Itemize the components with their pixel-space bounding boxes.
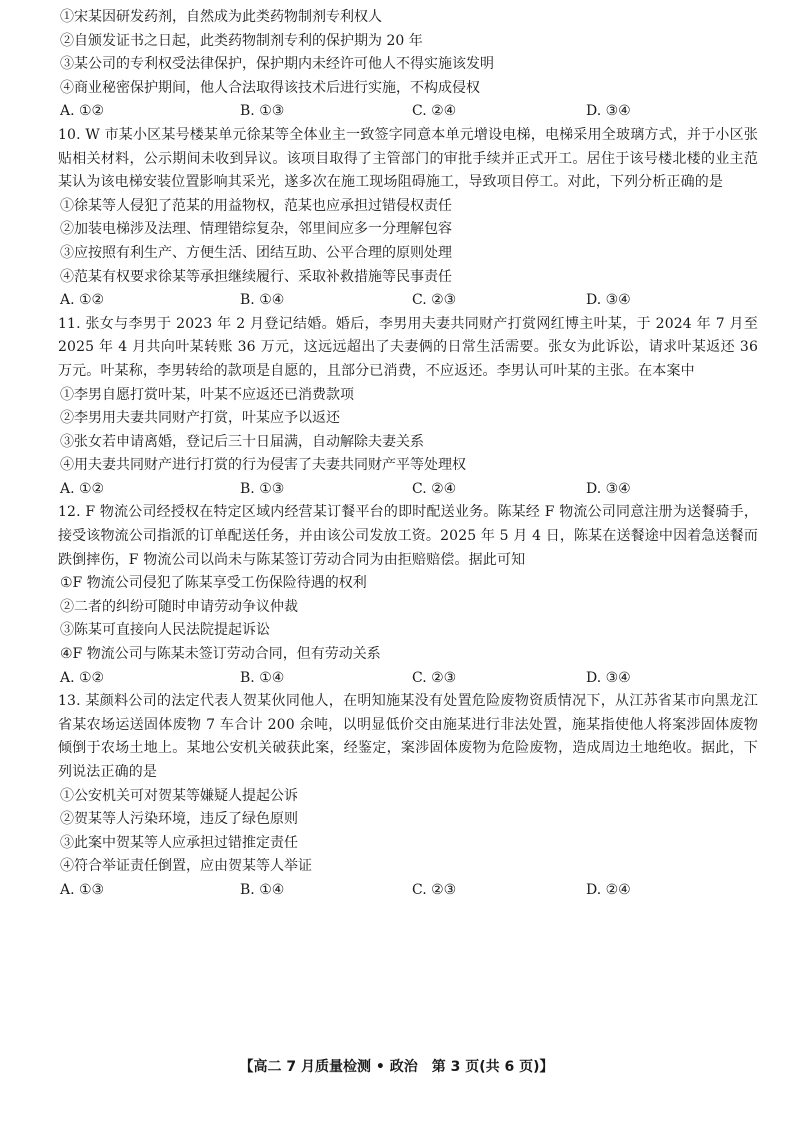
answer-choices xyxy=(58,879,758,903)
option-line: ③此案中贺某等人应承担过错推定责任 xyxy=(60,834,298,851)
option-line: ③应按照有利生产、方便生活、团结互助、公平合理的原则处理 xyxy=(60,244,452,261)
choice-d: D. ③④ xyxy=(586,669,631,686)
question-12 xyxy=(58,501,758,690)
option-line: ②加装电梯涉及法理、情理错综复杂，邻里间应多一分理解包容 xyxy=(60,221,452,238)
choice-c: C. ②④ xyxy=(412,103,457,120)
option-line: ④商业秘密保护期间，他人合法取得该技术后进行实施，不构成侵权 xyxy=(60,79,480,96)
option-line: ④F 物流公司与陈某未签订劳动合同，但有劳动关系 xyxy=(60,646,381,663)
question-stem: 11. 张女与李男于 2023 年 2 月登记结婚。婚后，李男用夫妻共同财产打赏网红博主叶某，于 2024 年 7 月至 2025 年 4 月共向叶某转账 36 万元，这远远超出了夫妻俩的日常生活需要。张女为此诉讼，请求叶某返还 36 万元。叶某称，李男转给的款项是自愿的，且部分已消费，不应返还。李男认可叶某的主张。在本案中 xyxy=(58,315,758,379)
choice-b: B. ①④ xyxy=(240,292,285,309)
option-line: ①李男自愿打赏叶某，叶某不应返还已消费款项 xyxy=(60,386,354,403)
choice-b: B. ①③ xyxy=(240,103,285,120)
choice-d: D. ③④ xyxy=(586,292,631,309)
option-line: ③张女若申请离婚，登记后三十日届满，自动解除夫妻关系 xyxy=(60,433,424,450)
answer-choices xyxy=(58,289,758,313)
choice-d: D. ②④ xyxy=(586,881,631,898)
question-10 xyxy=(58,124,758,313)
answer-choices xyxy=(58,100,758,124)
choice-a: A. ①② xyxy=(60,292,105,309)
question-stem: 13. 某颜料公司的法定代表人贺某伙同他人，在明知施某没有处置危险废物资质情况下，从江苏省某市向黑龙江省某农场运送固体废物 7 车合计 200 余吨，以明显低价交由施某进行非法处置，施某指使他人将案涉固体废物倾倒于农场土地上。某地公安机关破获此案，经鉴定，案涉固体废物为危险废物，造成周边土地绝收。据此，下列说法正确的是 xyxy=(58,693,758,780)
option-line: ①宋某因研发药剂，自然成为此类药物制剂专利权人 xyxy=(60,9,382,25)
choice-c: C. ②③ xyxy=(412,881,457,898)
page-footer: 【高二 7 月质量检测 • 政治 第 3 页(共 6 页)】 xyxy=(239,1059,554,1075)
question-stem: 12. F 物流公司经授权在特定区域内经营某订餐平台的即时配送业务。陈某经 F 物流公司同意注册为送餐骑手，接受该物流公司指派的订单配送任务，并由该公司发放工资。2025 年 5 月 4 日，陈某在送餐途中因着急送餐而跌倒摔伤，F 物流公司以尚未与陈某签订劳动合同为由拒赔赔偿。据此可知 xyxy=(58,504,758,568)
option-line: ④范某有权要求徐某等承担继续履行、采取补救措施等民事责任 xyxy=(60,268,452,285)
choice-b: B. ①④ xyxy=(240,881,285,898)
choice-a: A. ①③ xyxy=(60,881,105,898)
exam-page xyxy=(58,6,758,903)
option-line: ②李男用夫妻共同财产打赏，叶某应予以返还 xyxy=(60,410,340,427)
option-line: ①公安机关可对贺某等嫌疑人提起公诉 xyxy=(60,787,298,804)
option-line: ③某公司的专利权受法律保护，保护期内未经许可他人不得实施该发明 xyxy=(60,56,494,73)
choice-b: B. ①③ xyxy=(240,480,285,497)
option-line: ①徐某等人侵犯了范某的用益物权，范某也应承担过错侵权责任 xyxy=(60,197,452,214)
question-stem: 10. W 市某小区某号楼某单元徐某等全体业主一致签字同意本单元增设电梯，电梯采用全玻璃方式，并于小区张贴相关材料，公示期间未收到异议。该项目取得了主管部门的审批手续并正式开工。居住于该号楼北楼的业主范某认为该电梯安装位置影响其采光，遂多次在施工现场阻碍施工，导致项目停工。对此，下列分析正确的是 xyxy=(58,126,758,191)
choice-a: A. ①② xyxy=(60,103,105,120)
choice-c: C. ②④ xyxy=(412,480,457,497)
answer-choices xyxy=(58,667,758,691)
choice-a: A. ①② xyxy=(60,480,105,497)
option-line: ②二者的纠纷可随时申请劳动争议仲裁 xyxy=(60,598,298,615)
choice-d: D. ③④ xyxy=(586,480,631,497)
option-line: ④用夫妻共同财产进行打赏的行为侵害了夫妻共同财产平等处理权 xyxy=(60,457,466,474)
question-13 xyxy=(58,690,758,902)
choice-d: D. ③④ xyxy=(586,103,631,120)
question-11 xyxy=(58,313,758,502)
choice-a: A. ①② xyxy=(60,669,105,686)
option-line: ④符合举证责任倒置，应由贺某等人举证 xyxy=(60,858,312,875)
choice-c: C. ②③ xyxy=(412,669,457,686)
option-line: ②自颁发证书之日起，此类药物制剂专利的保护期为 20 年 xyxy=(60,32,423,49)
answer-choices xyxy=(58,478,758,502)
option-line: ②贺某等人污染环境，违反了绿色原则 xyxy=(60,811,298,828)
choice-b: B. ①④ xyxy=(240,669,285,686)
option-line: ①F 物流公司侵犯了陈某享受工伤保险待遇的权利 xyxy=(60,575,367,592)
option-line: ③陈某可直接向人民法院提起诉讼 xyxy=(60,622,270,639)
previous-question-tail xyxy=(58,6,758,124)
choice-c: C. ②③ xyxy=(412,292,457,309)
